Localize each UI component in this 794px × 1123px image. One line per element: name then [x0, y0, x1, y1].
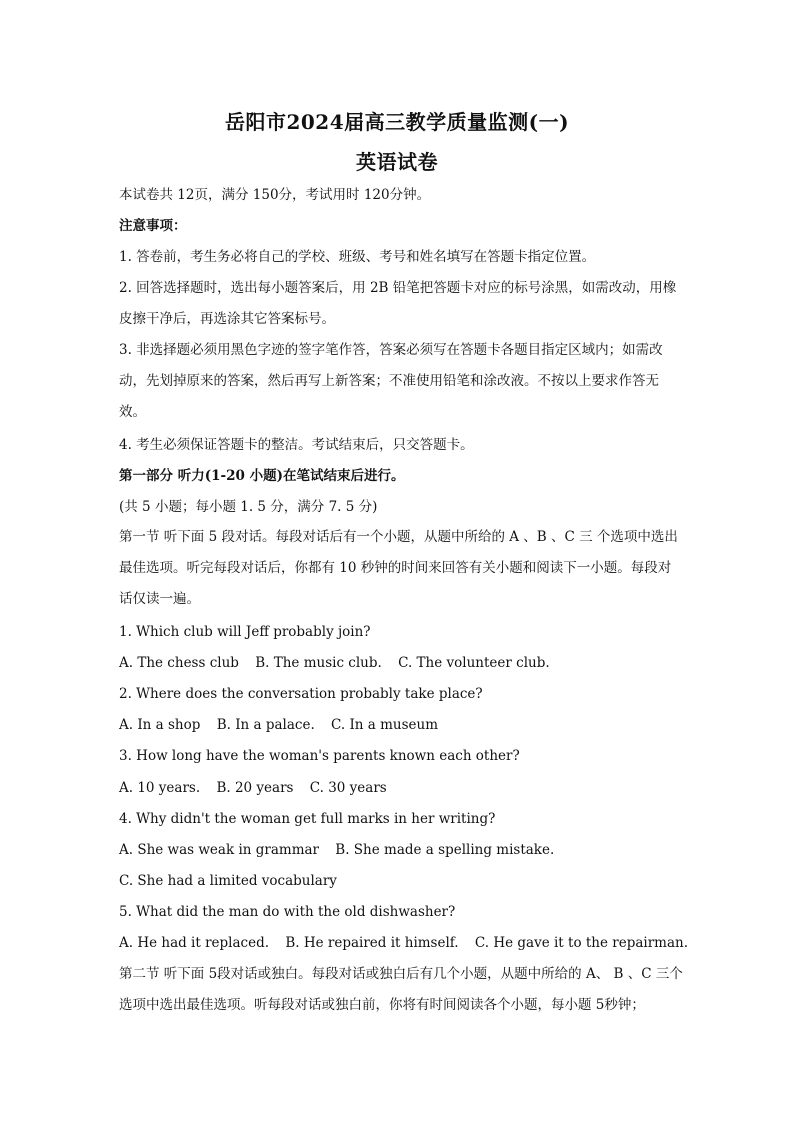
option-row — [119, 841, 684, 859]
option-b: B. 20 years — [216, 780, 294, 796]
option-a: A. 10 years. — [119, 780, 201, 796]
option-a: A. He had it replaced. — [119, 935, 270, 951]
question-text: 1. Which club will Jeff probably join? — [119, 624, 371, 640]
notice-item: 1. 答卷前，考生务必将自己的学校、班级、考号和姓名填写在答题卡指定位置。 — [119, 249, 596, 265]
option-a: A. The chess club — [119, 655, 239, 671]
option-row — [119, 779, 684, 797]
notice-item: 4. 考生必须保证答题卡的整洁。考试结束后，只交答题卡。 — [119, 437, 474, 453]
option-c: C. She had a limited vocabulary — [119, 873, 337, 889]
option-row — [119, 934, 689, 952]
question-text: 3. How long have the woman's parents known each other? — [119, 748, 520, 764]
question-text: 5. What did the man do with the old dishwasher? — [119, 904, 456, 920]
part1-note: (共 5 小题；每小题 1. 5 分，满分 7. 5 分) — [119, 499, 378, 515]
option-b: B. She made a spelling mistake. — [335, 842, 555, 858]
option-a: A. In a shop — [119, 717, 201, 733]
option-b: B. He repaired it himself. — [285, 935, 459, 951]
option-a: A. She was weak in grammar — [119, 842, 319, 858]
notice-heading: 注意事项： — [119, 218, 187, 234]
section1-instructions: 第一节 听下面 5 段对话。每段对话后有一个小题，从题中所给的 A 、B 、C 三 个选项中选出最佳选项。听完每段对话后，你都有 10 秒钟的时间来回答有关小题和阅读下一小题。每段对话仅读一遍。 — [119, 529, 678, 607]
option-b: B. The music club. — [255, 655, 382, 671]
exam-subtitle: 英语试卷 — [356, 150, 438, 174]
option-c: C. The volunteer club. — [398, 655, 550, 671]
notice-item: 2. 回答选择题时，选出每小题答案后，用 2B 铅笔把答题卡对应的标号涂黑，如需改动，用橡皮擦干净后，再选涂其它答案标号。 — [119, 280, 677, 327]
section2-instructions: 第二节 听下面 5段对话或独白。每段对话或独白后有几个小题，从题中所给的 A、 B 、C 三个选项中选出最佳选项。听每段对话或独白前，你将有时间阅读各个小题，每小题 5秒钟； — [119, 966, 683, 1013]
part1-heading: 第一部分 听力(1-20 小题)在笔试结束后进行。 — [119, 468, 405, 484]
option-row — [119, 872, 684, 890]
option-row — [119, 716, 684, 734]
option-b: B. In a palace. — [216, 717, 315, 733]
option-c: C. In a museum — [331, 717, 439, 733]
notice-item: 3. 非选择题必须用黑色字迹的签字笔作答，答案必须写在答题卡各题目指定区域内；如需改动，先划掉原来的答案，然后再写上新答案；不准使用铅笔和涂改液。不按以上要求作答无效。 — [119, 342, 663, 420]
option-c: C. He gave it to the repairman. — [474, 935, 689, 951]
question-text: 4. Why didn't the woman get full marks in her writing? — [119, 811, 496, 827]
exam-title: 岳阳市2024届高三教学质量监测(一) — [224, 110, 570, 134]
option-c: C. 30 years — [309, 780, 387, 796]
option-row — [119, 654, 684, 672]
question-text: 2. Where does the conversation probably take place? — [119, 686, 483, 702]
intro-text: 本试卷共 12页，满分 150分，考试用时 120分钟。 — [119, 187, 431, 203]
